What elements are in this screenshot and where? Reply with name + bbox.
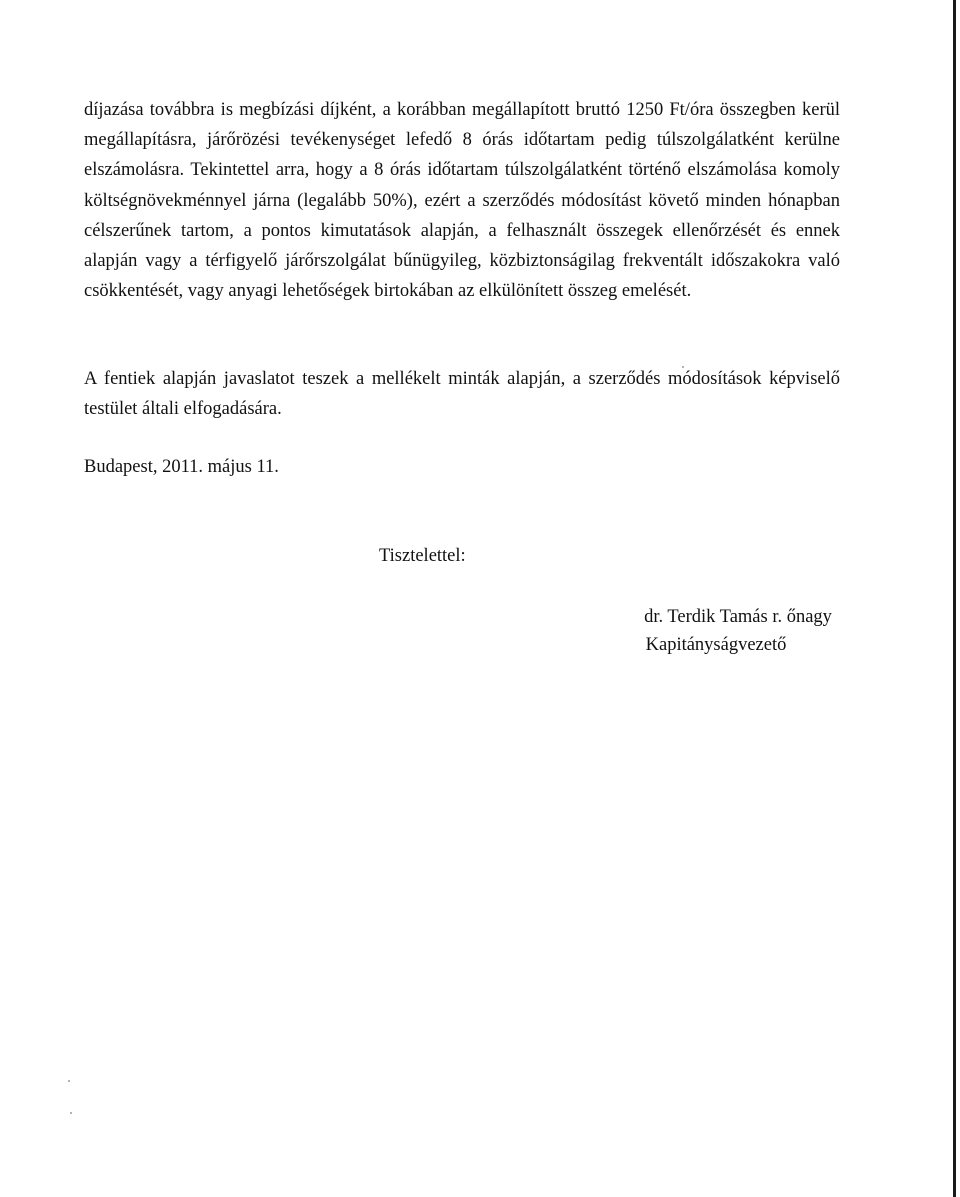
closing-salutation: Tisztelettel: [379, 546, 466, 566]
body-paragraph-1: díjazása továbbra is megbízási díjként, a korábban megállapított bruttó 1250 Ft/óra összegben kerül megállapításra, járőrözési tevékenységet lefedő 8 órás időtartam pedig túlszolgálatként kerülne elszámolásra. Tekintettel arra, hogy a 8 órás időtartam túlszolgálatként történő elszámolása komoly költségnövekménnyel járna (legalább 50%), ezért a szerződés módosítást követő minden hónapban célszerűnek tartom, a pontos kimutatások alapján, a felhasznált összegek ellenőrzését és ennek alapján vagy a térfigyelő járőrszolgálat bűnügyileg, közbiztonságilag frekventált időszakokra való csökkentését, vagy anyagi lehetőségek birtokában az elkülönített összeg emelését. [84, 100, 840, 302]
signatory-title: Kapitányságvezető [645, 635, 787, 655]
scan-speck [70, 1112, 72, 1114]
signatory-name: dr. Terdik Tamás r. őnagy [644, 607, 832, 627]
page-edge-line [953, 0, 956, 1197]
signature-block [560, 603, 872, 659]
scan-speck [68, 1080, 70, 1082]
scan-speck [682, 366, 684, 368]
place-and-date: Budapest, 2011. május 11. [84, 457, 279, 477]
body-paragraph-2: A fentiek alapján javaslatot teszek a mellékelt minták alapján, a szerződés módosítások képviselő testület általi elfogadására. [84, 369, 840, 420]
